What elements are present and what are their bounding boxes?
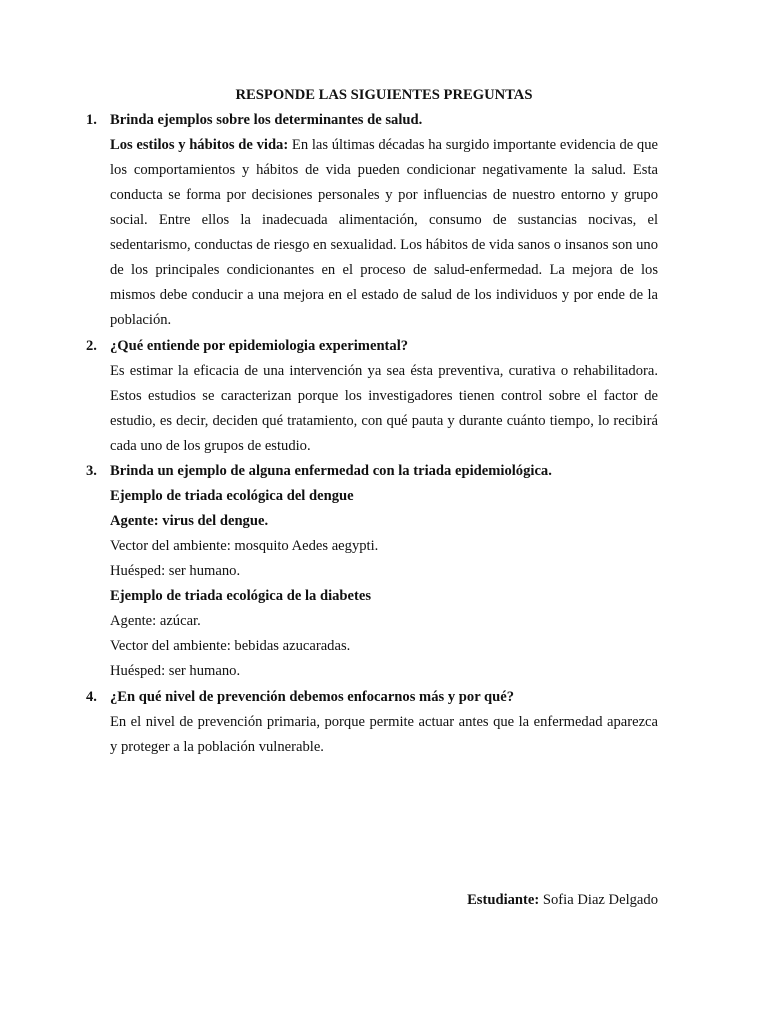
question-1 [86, 108, 658, 333]
diabetes-host: Huésped: ser humano. [110, 663, 241, 679]
student-line [467, 890, 658, 910]
diabetes-agent: Agente: azúcar. [110, 613, 201, 629]
dengue-agent: Agente: virus del dengue. [110, 513, 269, 529]
question-2-number: 2. [86, 338, 97, 354]
question-4 [86, 685, 658, 760]
dengue-heading: Ejemplo de triada ecológica del dengue [110, 488, 354, 504]
student-name: Sofia Diaz Delgado [539, 892, 658, 908]
question-1-answer [110, 133, 658, 333]
question-3 [86, 459, 658, 684]
diabetes-vector: Vector del ambiente: bebidas azucaradas. [110, 638, 351, 654]
question-1-title: Brinda ejemplos sobre los determinantes de salud. [110, 112, 423, 128]
answer-1-text: En las últimas décadas ha surgido importante evidencia de que los comportamientos y hábitos de vida pueden condicionar negativamente la salud. Esta conducta se forma por decisiones personales y por influencias de nuestro entorno y grupo social. Entre ellos la inadecuada alimentación, consumo de sustancias nocivas, el sedentarismo, conductas de riesgo en sexualidad. Los hábitos de vida sanos o insanos son uno de los principales condicionantes en el proceso de salud-enfermedad. La mejora de los mismos debe conducir a una mejora en el estado de salud de los individuos y por ende de la población. [110, 137, 658, 328]
student-label: Estudiante: [467, 892, 540, 908]
question-4-answer: En el nivel de prevención primaria, porque permite actuar antes que la enfermedad aparezca y proteger a la población vulnerable. [110, 714, 658, 755]
dengue-vector: Vector del ambiente: mosquito Aedes aegypti. [110, 538, 379, 554]
question-3-number: 3. [86, 463, 97, 479]
question-2-answer: Es estimar la eficacia de una intervención ya sea ésta preventiva, curativa o rehabilitadora. Estos estudios se caracterizan porque los investigadores tienen control sobre el factor de estudio, es decir, deciden qué tratamiento, con qué pauta y durante cuánto tiempo, lo recibirá cada uno de los grupos de estudio. [110, 363, 658, 454]
page-title: RESPONDE LAS SIGUIENTES PREGUNTAS [235, 87, 533, 103]
answer-1-lead: Los estilos y hábitos de vida: [110, 137, 289, 153]
question-2-title: ¿Qué entiende por epidemiologia experimental? [110, 338, 409, 354]
question-1-number: 1. [86, 112, 97, 128]
question-2 [86, 334, 658, 459]
question-4-title: ¿En qué nivel de prevención debemos enfocarnos más y por qué? [110, 689, 515, 705]
question-4-number: 4. [86, 689, 97, 705]
dengue-host: Huésped: ser humano. [110, 563, 241, 579]
diabetes-heading: Ejemplo de triada ecológica de la diabetes [110, 588, 372, 604]
question-3-title: Brinda un ejemplo de alguna enfermedad con la triada epidemiológica. [110, 463, 552, 479]
question-3-answer [110, 484, 658, 684]
